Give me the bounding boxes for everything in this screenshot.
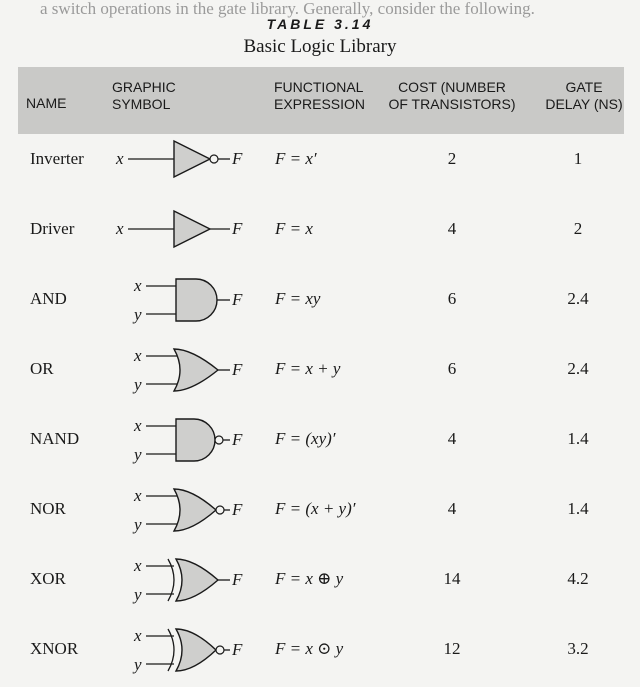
input-y-label: y (134, 655, 142, 674)
table-row-and (18, 264, 624, 334)
row-cost: 14 (443, 569, 461, 588)
table-row-driver (18, 194, 624, 264)
input-x-label: x (116, 219, 124, 238)
header-name: NAME (26, 95, 67, 111)
header-cost (384, 79, 520, 113)
header-cost-line1: COST (NUMBER (398, 79, 506, 95)
table-title: Basic Logic Library (243, 36, 397, 57)
input-x-label: x (134, 486, 142, 505)
xnor-gate-icon (112, 614, 262, 684)
row-delay: 1 (573, 149, 583, 168)
row-delay: 2.4 (567, 359, 589, 378)
row-expression: F = x ⊙ y (275, 639, 344, 658)
row-delay: 1.4 (567, 429, 589, 448)
header-delay (544, 79, 624, 113)
row-expression: F = (x + y)′ (275, 499, 356, 518)
row-delay: 4.2 (567, 569, 589, 588)
header-expression-line2: EXPRESSION (274, 96, 366, 112)
header-symbol-line2: SYMBOL (112, 96, 171, 112)
output-f-label: F (232, 570, 243, 589)
output-f-label: F (232, 430, 243, 449)
input-y-label: y (134, 445, 142, 464)
row-name: NAND (30, 429, 80, 448)
nand-gate-icon (112, 404, 262, 474)
row-expression: F = x′ (275, 149, 317, 168)
or-gate-icon (112, 334, 262, 404)
row-delay: 3.2 (567, 639, 589, 658)
row-cost: 4 (447, 429, 457, 448)
row-expression: F = x + y (275, 359, 341, 378)
row-cost: 6 (447, 289, 457, 308)
input-x-label: x (116, 149, 124, 168)
row-expression: F = xy (275, 289, 321, 308)
row-name: AND (30, 289, 67, 308)
output-f-label: F (232, 219, 243, 238)
and-gate-icon (112, 264, 262, 334)
row-name: XNOR (30, 639, 79, 658)
row-name: Driver (30, 219, 75, 238)
row-name: Inverter (30, 149, 84, 168)
row-delay: 1.4 (567, 499, 589, 518)
table-row-nor (18, 474, 624, 544)
row-expression: F = x (275, 219, 313, 238)
header-delay-line1: GATE (565, 79, 603, 95)
output-f-label: F (232, 149, 243, 168)
xor-gate-icon (112, 544, 262, 614)
nor-gate-icon (112, 474, 262, 544)
input-x-label: x (134, 276, 142, 295)
table-number: TABLE 3.14 (266, 16, 374, 32)
header-expression-line1: FUNCTIONAL (274, 79, 364, 95)
input-x-label: x (134, 416, 142, 435)
row-expression: F = x ⊕ y (275, 569, 344, 588)
row-delay: 2 (573, 219, 583, 238)
output-f-label: F (232, 360, 243, 379)
input-x-label: x (134, 626, 142, 645)
output-f-label: F (232, 640, 243, 659)
row-expression: F = (xy)′ (275, 429, 336, 448)
input-x-label: x (134, 346, 142, 365)
header-expression (274, 79, 365, 113)
row-cost: 4 (447, 219, 457, 238)
row-cost: 6 (447, 359, 457, 378)
input-y-label: y (134, 305, 142, 324)
header-delay-line2: DELAY (NS) (545, 96, 623, 112)
table-row-nand (18, 404, 624, 474)
row-cost: 12 (443, 639, 461, 658)
input-y-label: y (134, 375, 142, 394)
row-cost: 4 (447, 499, 457, 518)
header-symbol (112, 79, 176, 113)
output-f-label: F (232, 290, 243, 309)
header-cost-line2: OF TRANSISTORS) (388, 96, 516, 112)
output-f-label: F (232, 500, 243, 519)
input-y-label: y (134, 585, 142, 604)
background-bleed-text: a switch operations in the gate library. Generally, consider the following. (40, 0, 535, 18)
row-cost: 2 (447, 149, 457, 168)
row-name: OR (30, 359, 54, 378)
table-row-inverter (18, 124, 624, 194)
not-gate-icon (112, 124, 262, 194)
table-row-xnor (18, 614, 624, 684)
row-name: NOR (30, 499, 66, 518)
table-row-or (18, 334, 624, 404)
row-delay: 2.4 (567, 289, 589, 308)
row-name: XOR (30, 569, 66, 588)
buffer-gate-icon (112, 194, 262, 264)
input-y-label: y (134, 515, 142, 534)
header-symbol-line1: GRAPHIC (112, 79, 176, 95)
table-row-xor (18, 544, 624, 614)
input-x-label: x (134, 556, 142, 575)
